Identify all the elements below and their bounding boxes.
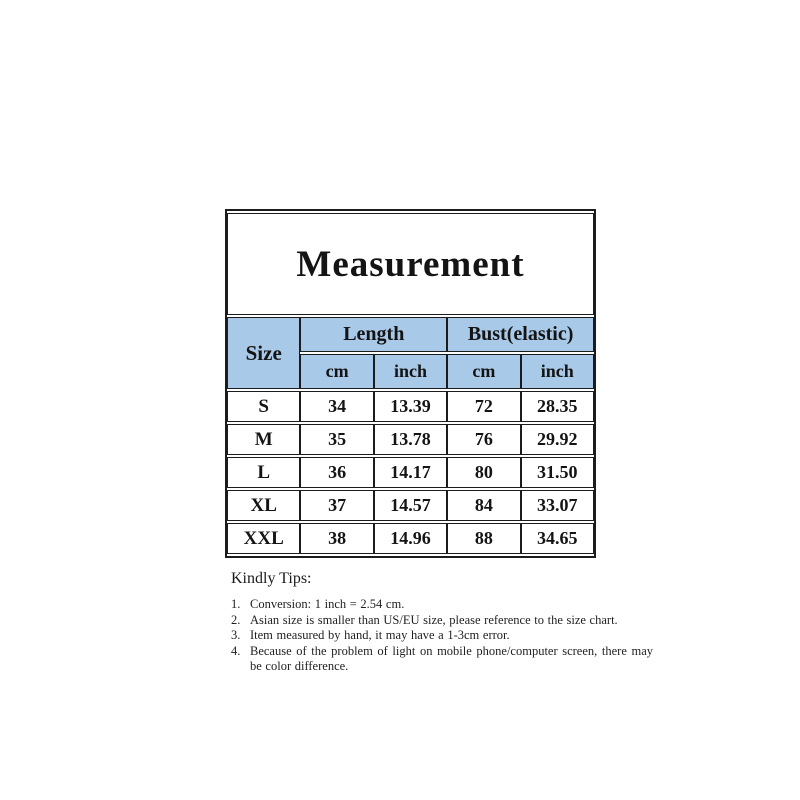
length-cm-value: 35 — [300, 424, 373, 455]
table-row-s — [227, 391, 594, 422]
table-row-l — [227, 457, 594, 488]
tip-number: 4. — [231, 643, 241, 658]
length-cm-value: 37 — [300, 490, 373, 521]
table-row-xxl — [227, 523, 594, 554]
table-title: Measurement — [227, 213, 594, 315]
size-label: S — [227, 391, 300, 422]
tip-item-4 — [231, 644, 653, 675]
unit-header-bust-inch: inch — [521, 354, 594, 389]
bust-cm-value: 88 — [447, 523, 520, 554]
bust-cm-value: 72 — [447, 391, 520, 422]
tip-text: Item measured by hand, it may have a 1-3cm error. — [250, 628, 510, 642]
size-label: XXL — [227, 523, 300, 554]
unit-header-bust-cm: cm — [447, 354, 520, 389]
size-label: L — [227, 457, 300, 488]
size-label: M — [227, 424, 300, 455]
table-row-xl — [227, 490, 594, 521]
bust-inch-value: 31.50 — [521, 457, 594, 488]
table-title-row — [227, 213, 594, 315]
bust-cm-value: 76 — [447, 424, 520, 455]
bust-inch-value: 33.07 — [521, 490, 594, 521]
bust-inch-value: 29.92 — [521, 424, 594, 455]
column-header-size: Size — [227, 317, 300, 389]
tip-text: Because of the problem of light on mobile phone/computer screen, there may be color difference. — [250, 643, 653, 673]
tip-text: Conversion: 1 inch = 2.54 cm. — [250, 597, 405, 611]
table-header-group-row — [227, 317, 594, 352]
tip-text: Asian size is smaller than US/EU size, please reference to the size chart. — [250, 612, 618, 627]
kindly-tips-section — [231, 569, 653, 675]
unit-header-length-cm: cm — [300, 354, 373, 389]
bust-inch-value: 28.35 — [521, 391, 594, 422]
unit-header-length-inch: inch — [374, 354, 447, 389]
length-cm-value: 38 — [300, 523, 373, 554]
tip-item-1 — [231, 597, 653, 613]
bust-cm-value: 80 — [447, 457, 520, 488]
column-group-bust: Bust(elastic) — [447, 317, 594, 352]
tip-number: 2. — [231, 612, 241, 627]
length-cm-value: 36 — [300, 457, 373, 488]
tip-item-2 — [231, 613, 653, 629]
tip-number: 3. — [231, 628, 241, 642]
length-inch-value: 14.17 — [374, 457, 447, 488]
measurement-table — [225, 209, 596, 558]
tips-heading: Kindly Tips: — [231, 570, 312, 587]
table-row-m — [227, 424, 594, 455]
tip-item-3 — [231, 628, 653, 644]
tip-number: 1. — [231, 597, 241, 611]
bust-inch-value: 34.65 — [521, 523, 594, 554]
tips-list — [231, 597, 653, 675]
column-group-length: Length — [300, 317, 447, 352]
length-cm-value: 34 — [300, 391, 373, 422]
size-label: XL — [227, 490, 300, 521]
length-inch-value: 13.39 — [374, 391, 447, 422]
length-inch-value: 13.78 — [374, 424, 447, 455]
length-inch-value: 14.57 — [374, 490, 447, 521]
length-inch-value: 14.96 — [374, 523, 447, 554]
bust-cm-value: 84 — [447, 490, 520, 521]
